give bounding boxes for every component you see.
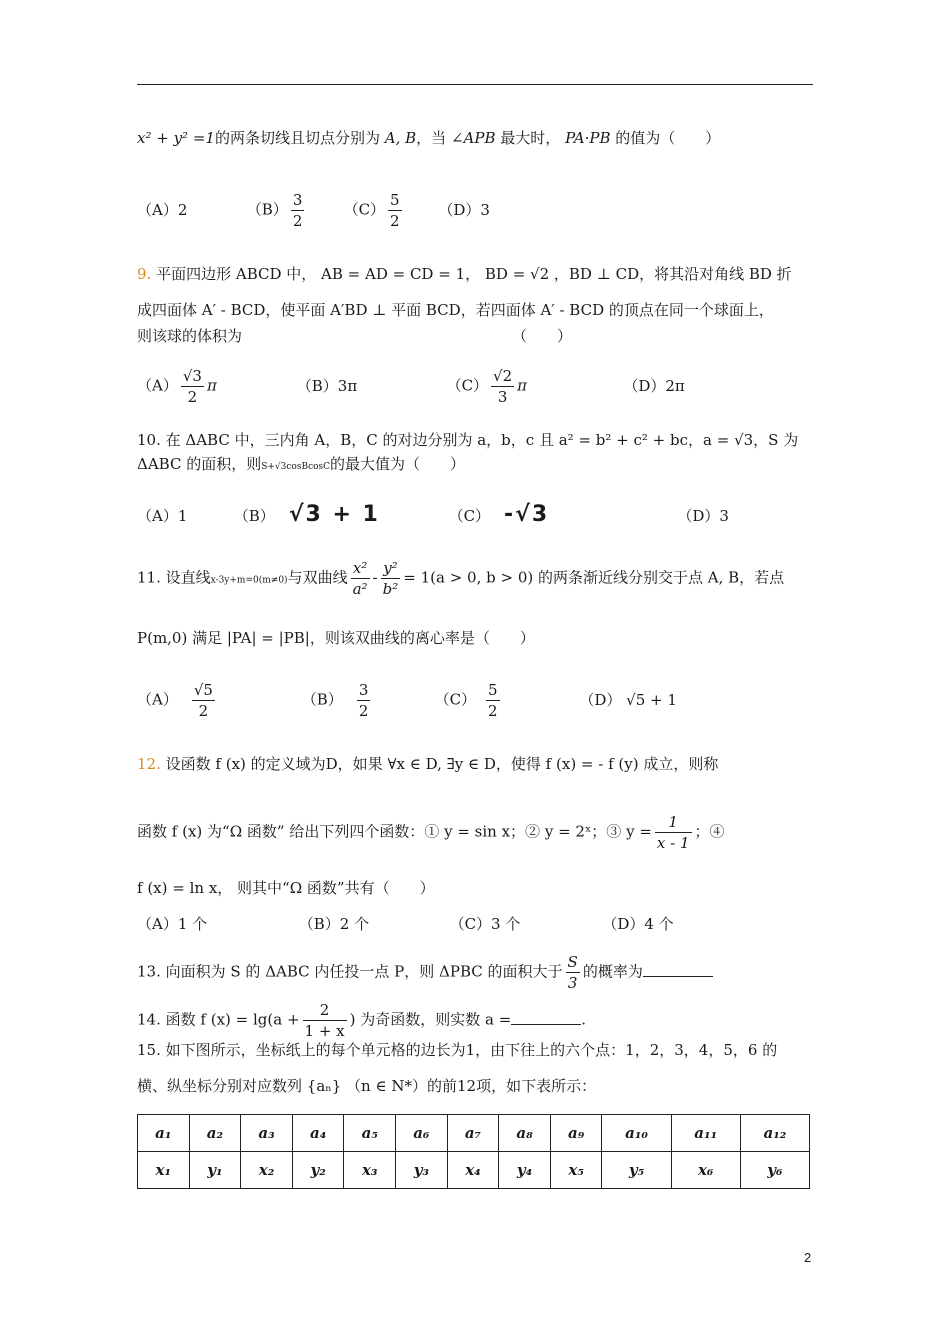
table-cell: x₁ [138,1152,190,1189]
table-cell: y₂ [292,1152,344,1189]
table-row [138,1152,810,1189]
table-cell: x₂ [241,1152,293,1189]
table-cell: y₆ [740,1152,809,1189]
q10-line1: 10. 在 ΔABC 中，三内角 A，B，C 的对边分别为 a，b，c 且 a² = b² + c² + bc，a = √3，S 为 [137,431,799,449]
q14-answer-blank [511,1010,581,1025]
q12-option-b: （B）2 个 [298,915,370,933]
q12-options [137,914,674,934]
table-cell: a₄ [292,1115,344,1152]
q12-option-a: （A）1 个 [137,915,208,933]
q13-line: 13. 向面积为 S 的 ΔABC 内任投一点 P，则 ΔPBC 的面积大于 $\frac{S}{3}$ 的概率为 [137,952,713,993]
table-cell: y₁ [189,1152,241,1189]
table-row [138,1115,810,1152]
q11-line2: P(m,0) 满足 |PA| = |PB|，则该双曲线的离心率是（ ） [137,629,535,647]
q8-option-d: （D）3 [438,200,490,219]
table-cell: y₅ [602,1152,671,1189]
q9-options [137,366,685,407]
q10-line2: ΔABC 的面积，则S+√3cosBcosC的最大值为（ ） [137,455,466,473]
q9-option-d: （D）2π [623,376,685,395]
q9-option-c: （C） $\frac{√2}{3}$ π [446,367,528,406]
q11-options [137,680,677,721]
table-cell: x₃ [344,1152,396,1189]
table-cell: a₆ [396,1115,448,1152]
q15-line1: 15. 如下图所示，坐标纸上的每个单元格的边长为1，由下往上的六个点：1，2，3，4，5，6 的 [137,1041,778,1059]
q9-line1: 9. 平面四边形 ABCD 中， AB = AD = CD = 1， BD = √2 ，BD ⊥ CD，将其沿对角线 BD 折 [137,265,792,283]
sequence-table [137,1114,810,1189]
table-cell: a₈ [499,1115,551,1152]
table-cell: x₆ [671,1152,740,1189]
table-cell: a₂ [189,1115,241,1152]
q8-option-c: （C） $\frac{5}{2}$ [343,191,400,230]
q11-option-c: （C） $\frac{5}{2}$ [434,681,498,720]
table-cell: x₄ [447,1152,499,1189]
header-rule [137,84,813,85]
table-cell: a₁ [138,1115,190,1152]
table-cell: a₉ [550,1115,602,1152]
q12-line1: 12. 设函数 f (x) 的定义域为D，如果 ∀x ∈ D, ∃y ∈ D，使得 f (x) = - f (y) 成立，则称 [137,755,719,773]
table-cell: y₃ [396,1152,448,1189]
table-cell: a₁₂ [740,1115,809,1152]
q9-option-b: （B）3π [296,376,358,395]
table-cell: a₅ [344,1115,396,1152]
q14-line: 14. 函数 f (x) = lg(a + $\frac{2}{1 + x}$ ) 为奇函数，则实数 a = . [137,1001,587,1040]
q12-line2: 函数 f (x) 为“Ω 函数” 给出下列四个函数：① y = sin x；② y = 2ˣ；③ y = $\frac{1}{x - 1}$ ；④ [137,813,725,852]
q10-option-d: （D）3 [677,507,729,525]
table-cell: a₁₁ [671,1115,740,1152]
q10-option-b: （B） √3 + 1 [233,502,380,527]
table-cell: a₇ [447,1115,499,1152]
table-cell: a₁₀ [602,1115,671,1152]
table-cell: a₃ [241,1115,293,1152]
q8-option-a: （A）2 [137,200,188,219]
q15-line2: 横、纵坐标分别对应数列 {aₙ} （n ∈ N*）的前12项，如下表所示： [137,1077,597,1095]
q9-option-a: （A） $\frac{√3}{2}$ π [137,367,217,406]
q10-option-c: （C） -√3 [448,502,550,527]
q9-line2: 成四面体 A′ - BCD，使平面 A′BD ⊥ 平面 BCD，若四面体 A′ - BCD 的顶点在同一个球面上， [137,301,774,319]
q12-option-d: （D）4 个 [602,915,674,933]
q12-option-c: （C）3 个 [449,915,521,933]
q13-answer-blank [643,962,713,977]
table-cell: y₄ [499,1152,551,1189]
q12-line3: f (x) = ln x， 则其中“Ω 函数”共有（ ） [137,879,435,897]
q8-stem: x² + y² =1的两条切线且切点分别为 A, B，当 ∠APB 最大时， PA·PB 的值为（ ） [137,129,721,147]
table-cell: x₅ [550,1152,602,1189]
q9-line3: 则该球的体积为 （ ） [137,327,573,345]
q8-option-b: （B） $\frac{3}{2}$ [246,191,303,230]
q11-line1: 11. 设直线x-3y+m=0(m≠0)与双曲线 $\frac{\text{x²}}{\text{a²}}$ - $\frac{\text{y²}}{\text{b²}}$ = 1(a > 0, b > 0) 的两条渐近线分别交于点 A, B，若点 [137,559,785,598]
q11-option-d: （D） √5 + 1 [579,690,677,709]
page-number: 2 [804,1250,812,1265]
q10-options [137,502,729,527]
q11-option-a: （A） $\frac{√5}{2}$ [137,681,213,720]
q11-option-b: （B） $\frac{3}{2}$ [301,681,369,720]
q10-option-a: （A）1 [137,507,188,525]
q8-options [137,190,490,231]
